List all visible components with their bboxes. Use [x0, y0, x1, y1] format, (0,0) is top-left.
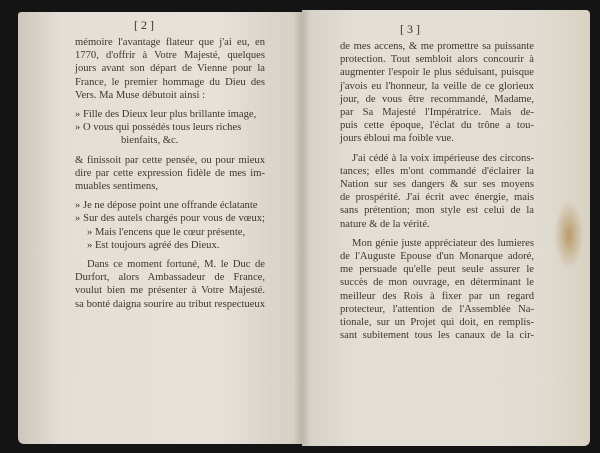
text-line: sa bonté daigna sourire au tribut respectueux — [75, 298, 265, 310]
right-page — [302, 10, 590, 446]
text-line: de mes accens, & me promettre sa puissante — [340, 41, 534, 52]
text-line: de l'Auguste Epouse d'un Monarque adoré, — [340, 251, 534, 263]
text-line: 1770, d'offrir à Votre Majesté, quelques — [75, 50, 265, 62]
text-line: » Sur des autels chargés pour vous de vœux; — [75, 213, 265, 225]
text-line: » O vous qui possédés tous leurs riches — [75, 122, 242, 134]
paragraph — [75, 154, 265, 194]
text-line: Vers. Ma Muse débutoit ainsi : — [75, 89, 206, 101]
text-line: succès de mon ouvrage, en déterminant le — [340, 277, 534, 289]
text-line: » Fille des Dieux leur plus brillante image, — [75, 109, 257, 121]
text-line: sant subitement tous les canaux de la cir- — [340, 330, 534, 342]
page-number: [ 2 ] — [134, 18, 154, 32]
text-line: mémoire l'avantage flateur que j'ai eu, en — [75, 37, 265, 48]
text-line: » Mais l'encens que le cœur présente, — [87, 226, 246, 238]
right-page-text — [340, 40, 534, 348]
text-line: augmenter l'espoir le plus séduisant, puisque — [340, 67, 534, 79]
text-line: bienfaits, &c. — [121, 135, 179, 147]
text-line: de prospérité. J'ai écrit avec énergie, mais — [340, 192, 534, 204]
text-line: Durfort, alors Ambassadeur de France, — [75, 272, 265, 284]
text-line: muables sentimens, — [75, 181, 158, 193]
text-line: France, le premier hommage du Dieu des — [75, 76, 265, 88]
text-line: » Je ne dépose point une offrande éclatante — [75, 200, 258, 212]
text-line: jours avant son départ de Vienne pour la — [75, 63, 265, 75]
text-line: Nation sur ses dangers & sur ses moyens — [340, 179, 534, 191]
text-line: par Sa Majesté l'Impératrice. Mais de- — [340, 107, 534, 119]
text-line: & finissoit par cette pensée, ou pour mieux — [75, 154, 265, 166]
text-line: » Est toujours agréé des Dieux. — [87, 239, 220, 251]
text-line: J'ai cédé à la voix impérieuse des circons- — [352, 152, 534, 164]
paragraph — [340, 152, 534, 231]
paragraph — [340, 40, 534, 146]
text-line: dire par cette expression fidèle de mes im- — [75, 167, 265, 179]
text-line: puis cette époque, l'éclat du trône a tou- — [340, 120, 534, 132]
text-line: jours ébloui ma foible vue. — [340, 133, 454, 145]
paper-stain — [554, 200, 584, 270]
text-line: meilleur des Rois à fixer par un regard — [340, 290, 534, 302]
paragraph — [75, 258, 265, 311]
text-line: jour, de vous être recommandé, Madame, — [340, 93, 534, 105]
text-line: me persuade qu'elle peut seule assurer le — [340, 264, 534, 276]
verse — [75, 108, 265, 148]
text-line: protecteur, l'attention de l'Assemblée Na- — [340, 303, 534, 315]
left-page — [18, 12, 302, 444]
text-line: sans prétention; mon style est celui de la — [340, 205, 534, 217]
paragraph — [340, 237, 534, 343]
text-line: Mon génie juste appréciateur des lumieres — [352, 237, 534, 249]
text-line: protection. Tout sembloit alors concourir à — [340, 54, 534, 66]
page-number: [ 3 ] — [400, 22, 420, 36]
paragraph — [75, 36, 265, 102]
left-page-text — [75, 36, 265, 317]
text-line: nature & de la vérité. — [340, 218, 430, 230]
text-line: Dans ce moment fortuné, M. le Duc de — [87, 259, 265, 271]
text-line: j'avois eu l'honneur, la veille de ce glorieux — [340, 80, 534, 92]
text-line: voulut bien me présenter à Votre Majesté. — [75, 285, 265, 297]
text-line: tionale, sur un Projet qui doit, en remplis- — [340, 317, 534, 329]
text-line: tances; elles m'ont commandé d'éclairer la — [340, 165, 534, 177]
verse — [75, 199, 265, 252]
